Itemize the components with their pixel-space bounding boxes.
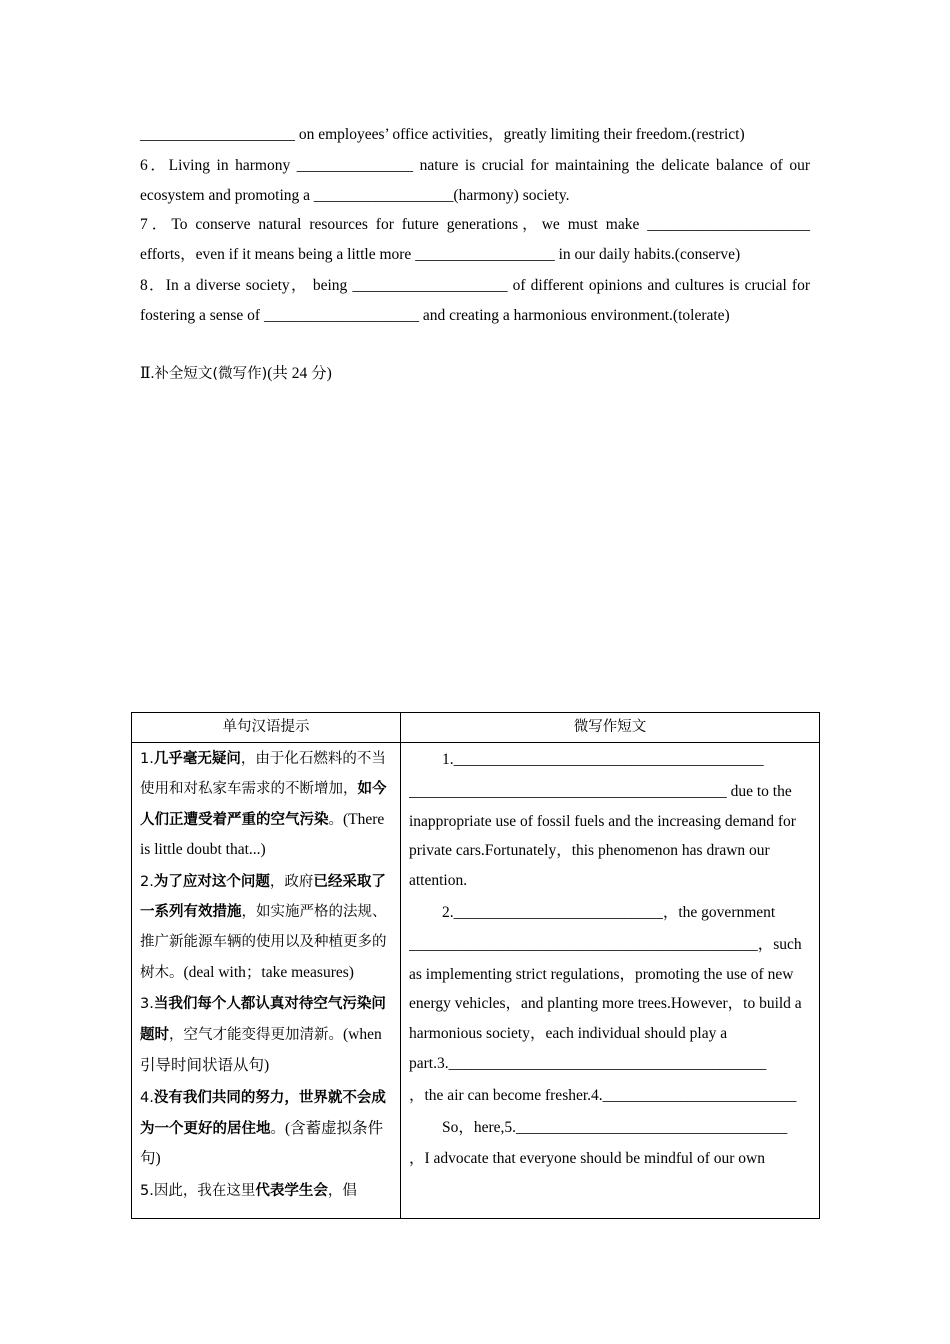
question-text: of different opinions and cultures is crucial for fostering a sense of (140, 277, 810, 324)
section-numeral: Ⅱ. (140, 365, 155, 382)
hint-note: (There is little doubt that...) (140, 810, 385, 859)
hint-note: (deal with；take measures) (183, 963, 354, 981)
hint-item (140, 1082, 392, 1175)
hint-number: 2. (140, 874, 154, 891)
question-text: nature is crucial for maintaining the delicate balance of our ecosystem and promoting a (140, 157, 810, 204)
hint-number: 1. (140, 751, 154, 767)
writing-table (131, 712, 820, 1219)
answer-blank[interactable]: ____________________ (140, 126, 295, 143)
question-text: Living in harmony (168, 157, 297, 174)
question-text: (harmony) society. (453, 186, 570, 204)
essay-text: ，such as implementing strict regulations，promoting the use of new energy vehicles，and planting more trees.However，to build a harmonious society，each individual should play a part. (409, 935, 802, 1072)
hint-text: 。 (270, 1120, 285, 1137)
hint-item (140, 866, 392, 988)
question-text: To conserve natural resources for future generations，we must make (171, 216, 648, 233)
essay-paragraph (409, 928, 811, 1079)
essay-text: ，the government (662, 903, 776, 921)
table-row (132, 743, 820, 1219)
answer-blank[interactable]: ________________________________________ (453, 751, 764, 768)
hint-bold: 代表学生会 (255, 1183, 328, 1200)
answer-blank[interactable]: __________________ (415, 245, 555, 263)
essay-text: ，the air can become fresher. (409, 1086, 592, 1104)
question-number: 8． (140, 277, 166, 294)
hint-text: 因此，我在这里 (153, 1183, 256, 1200)
question-text: and creating a harmonious environment.(tolerate) (418, 306, 730, 324)
hints-cell (132, 743, 401, 1219)
hint-bold: 几乎毫无疑问 (153, 751, 241, 767)
answer-blank[interactable]: _________________________________________ (448, 1054, 767, 1072)
answer-blank[interactable]: _________________________________________ (409, 782, 727, 800)
blank-number: 3. (436, 1054, 449, 1072)
hint-bold: 为了应对这个问题 (153, 874, 270, 891)
essay-text: due to the inappropriate use of fossil fuels and the increasing demand for private cars.Fortunately，this phenomenon has drawn our attention. (409, 782, 796, 890)
header-essay: 微写作短文 (401, 713, 820, 743)
hint-text: 。 (328, 811, 343, 828)
hint-number: 5. (140, 1183, 154, 1200)
essay-text: ，I advocate that everyone should be mindful of our own (409, 1150, 765, 1168)
question-number: 7． (140, 216, 172, 233)
question-text: efforts，even if it means being a little more (140, 245, 416, 263)
essay-paragraph (409, 1079, 811, 1111)
hint-item (140, 743, 392, 866)
question-5-tail (140, 120, 810, 150)
answer-blank[interactable]: ____________________ (263, 306, 419, 324)
hint-text: ，倡 (327, 1183, 357, 1200)
hint-item (140, 1175, 392, 1207)
section-heading (140, 359, 810, 390)
hint-bold: 没有我们共同的努力，世界就不会成为一个更好的居住地 (140, 1089, 386, 1137)
blank-number: 2. (442, 903, 454, 921)
answer-blank[interactable]: ___________________________ (453, 903, 663, 921)
question-text: on employees’ office activities，greatly limiting their freedom.(restrict) (295, 126, 745, 143)
hint-text: ，政府 (269, 874, 314, 891)
header-hints: 单句汉语提示 (132, 713, 401, 743)
hint-number: 3. (140, 996, 154, 1013)
section-title: 补全短文(微写作) (154, 366, 268, 382)
answer-blank[interactable]: _____________________________________________ (409, 935, 758, 953)
hint-note: (when 引导时间状语从句) (140, 1026, 382, 1074)
table-header-row (132, 713, 820, 743)
answer-blank[interactable]: _________________________ (602, 1086, 797, 1104)
hint-note: (含蓄虚拟条件句) (140, 1119, 384, 1168)
answer-blank[interactable]: _____________________ (647, 216, 810, 233)
essay-paragraph (409, 743, 811, 775)
blank-number: 4. (591, 1086, 603, 1104)
section-points: (共 24 分) (267, 365, 332, 382)
answer-blank[interactable]: _______________ (296, 157, 414, 174)
hint-text: ，如实施严格的法规、推广新能源车辆的使用以及种植更多的树木。 (140, 903, 387, 981)
hint-text: ，空气才能变得更加清新。 (169, 1027, 343, 1044)
hint-bold: 已经采取了一系列有效措施 (140, 874, 386, 920)
hint-text: ，由于化石燃料的不当使用和对私家车需求的不断增加， (140, 751, 386, 797)
question-8 (140, 271, 810, 330)
hint-number: 4. (140, 1089, 154, 1106)
question-7 (140, 210, 810, 269)
essay-paragraph (409, 775, 811, 896)
essay-paragraph (409, 1142, 811, 1174)
question-text: In a diverse society， being (165, 277, 353, 294)
answer-blank[interactable]: ___________________________________ (516, 1118, 788, 1136)
question-6 (140, 151, 810, 210)
hint-bold: 如今人们正遭受着严重的空气污染 (140, 780, 387, 828)
essay-cell (401, 743, 820, 1219)
answer-blank[interactable]: ____________________ (352, 277, 508, 294)
hint-bold: 当我们每个人都认真对待空气污染问题时 (140, 996, 386, 1044)
essay-text: So，here, (442, 1118, 505, 1136)
blank-number: 5. (504, 1118, 517, 1136)
question-number: 6． (140, 157, 169, 174)
answer-blank[interactable]: __________________ (313, 186, 454, 204)
essay-paragraph (409, 896, 811, 928)
blank-number: 1. (442, 751, 454, 768)
question-text: in our daily habits.(conserve) (554, 245, 741, 263)
essay-paragraph (409, 1111, 811, 1143)
hint-item (140, 988, 392, 1081)
